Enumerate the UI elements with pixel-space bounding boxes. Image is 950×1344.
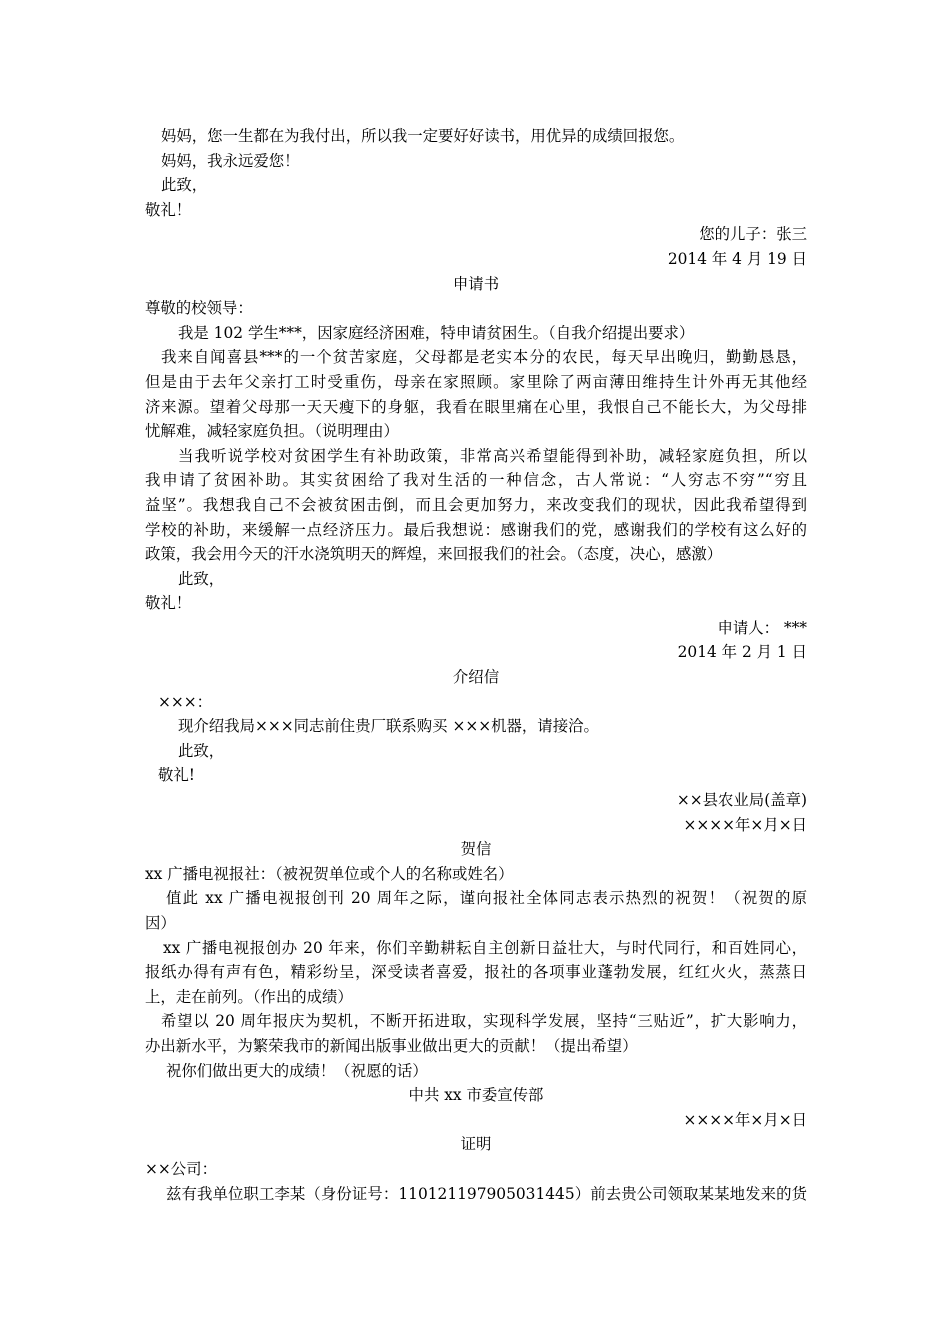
congratulation-paragraph-line: 办出新水平，为繁荣我市的新闻出版事业做出更大的贡献！（提出希望） [145, 1036, 638, 1055]
congratulation-paragraph-line: 报纸办得有声有色，精彩纷呈，深受读者喜爱，报社的各项事业蓬勃发展，红红火火，蒸蒸日 [145, 963, 807, 982]
application-salute: 敬礼！ [145, 594, 192, 613]
letter-signature: 您的儿子：张三 [699, 225, 807, 244]
certificate-greeting: ××公司： [145, 1159, 217, 1178]
congratulation-paragraph-line: 希望以 20 周年报庆为契机，不断开拓进取，实现科学发展，坚持“三贴近”，扩大影响力， [161, 1012, 807, 1031]
application-paragraph-line: 益坚”。我想我自己不会被贫困击倒，而且会更加努力，来改变我们的现状，因此我希望得到 [145, 495, 807, 514]
application-paragraph-line: 学校的补助，来缓解一点经济压力。最后我想说：感谢我们的党，感谢我们的学校有这么好的 [145, 520, 807, 539]
congratulation-wish: 祝你们做出更大的成绩！（祝愿的话） [166, 1061, 428, 1080]
congratulation-paragraph-line: 上，走在前列。（作出的成绩） [145, 987, 353, 1006]
application-paragraph-line: 但是由于去年父亲打工时受重伤，母亲在家照顾。家里除了两亩薄田维持生计外再无其他经 [145, 372, 807, 391]
introduction-greeting: ×××： [158, 692, 213, 711]
certificate-title: 证明 [460, 1135, 492, 1154]
document-page [145, 124, 807, 1206]
congratulation-paragraph-line: 值此 xx 广播电视报创刊 20 周年之际，谨向报社全体同志表示热烈的祝贺！（祝贺的原 [166, 889, 807, 908]
letter-salute: 敬礼！ [145, 200, 192, 219]
application-paragraph-line: 济来源。望着父母那一天天瘦下的身躯，我看在眼里痛在心里，我恨自己不能长大，为父母排 [145, 397, 807, 416]
congratulation-greeting: xx 广播电视报社：（被祝贺单位或个人的名称或姓名） [145, 864, 514, 883]
application-title: 申请书 [452, 274, 500, 293]
introduction-date: ××××年×月×日 [683, 815, 807, 834]
introduction-salute: 敬礼! [158, 766, 195, 785]
congratulation-paragraph-line: xx 广播电视报创办 20 年来，你们辛勤耕耘自主创新日益壮大，与时代同行，和百姓同心， [163, 938, 807, 957]
application-paragraph-line: 我来自闻喜县***的一个贫苦家庭，父母都是老实本分的农民，每天早出晚归，勤勤恳恳， [161, 348, 807, 367]
congratulation-paragraph-line: 因） [145, 914, 176, 932]
application-paragraph: 我是 102 学生***，因家庭经济困难，特申请贫困生。（自我介绍提出要求） [178, 323, 695, 342]
letter-line: 妈妈，我永远爱您！ [161, 151, 300, 170]
congratulation-signature: 中共 xx 市委宣传部 [408, 1086, 544, 1105]
application-date: 2014 年 2 月 1 日 [677, 643, 807, 662]
introduction-body: 现介绍我局×××同志前住贵厂联系购买 ×××机器，请接洽。 [178, 717, 599, 736]
application-signature: 申请人： *** [717, 618, 807, 637]
application-paragraph-line: 忧解难，减轻家庭负担。（说明理由） [145, 422, 399, 441]
congratulation-date: ××××年×月×日 [683, 1110, 807, 1129]
application-greeting: 尊敬的校领导： [145, 299, 253, 318]
application-paragraph-line: 我申请了贫困补助。其实贫困给了我对生活的一种信念，古人常说：“人穷志不穷”“穷且 [145, 471, 807, 490]
introduction-closing: 此致， [178, 741, 225, 760]
congratulation-title: 贺信 [460, 840, 492, 859]
letter-line: 妈妈，您一生都在为我付出，所以我一定要好好读书，用优异的成绩回报您。 [161, 127, 685, 145]
introduction-title: 介绍信 [452, 668, 500, 687]
certificate-body: 兹有我单位职工李某（身份证号：110121197905031445）前去贵公司领取某某地发来的货 [166, 1184, 807, 1203]
application-paragraph-line: 政策，我会用今天的汗水浇筑明天的辉煌，来回报我们的社会。（态度，决心，感激） [145, 545, 723, 564]
application-closing: 此致， [178, 569, 225, 588]
letter-date: 2014 年 4 月 19 日 [667, 249, 807, 268]
letter-closing: 此致， [161, 176, 208, 195]
application-paragraph-line: 当我听说学校对贫困学生有补助政策，非常高兴希望能得到补助，减轻家庭负担，所以 [178, 446, 807, 465]
introduction-signature: ××县农业局(盖章) [676, 791, 807, 810]
